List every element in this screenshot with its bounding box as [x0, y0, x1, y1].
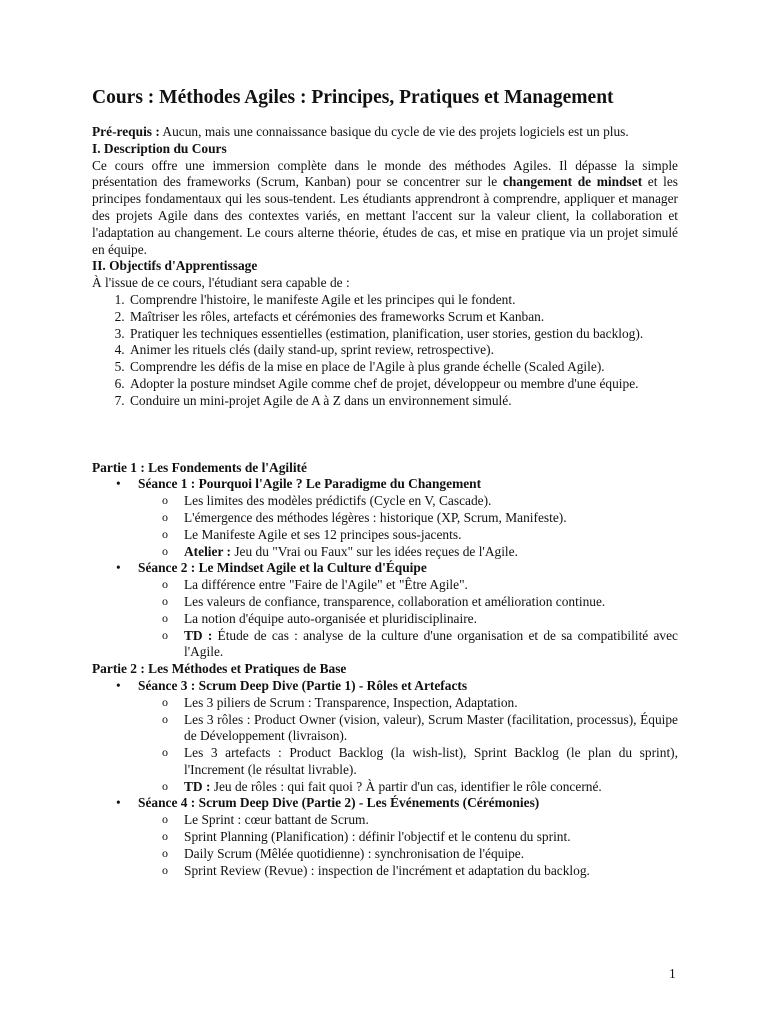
part-2-title: Partie 2 : Les Méthodes et Pratiques de Base — [92, 661, 347, 677]
description-heading: I. Description du Cours — [92, 140, 227, 156]
topic-item: o Daily Scrum (Mêlée quotidienne) : synchronisation de l'équipe. — [184, 846, 678, 863]
prerequisites-label: Pré-requis : — [92, 124, 160, 139]
objective-item: 5. Comprendre les défis de la mise en place de l'Agile à plus grande échelle (Scaled Agile). — [128, 359, 678, 376]
topic-text: Jeu de rôles : qui fait quoi ? À partir d'un cas, identifier le rôle concerné. — [210, 778, 602, 794]
prerequisites-paragraph — [92, 124, 678, 141]
topic-label: TD : — [184, 627, 213, 643]
topic-item — [184, 544, 678, 561]
topic-item: o Sprint Review (Revue) : inspection de l'incrément et adaptation du backlog. — [184, 863, 678, 880]
description-paragraph — [92, 158, 678, 259]
objectives-intro: À l'issue de ce cours, l'étudiant sera capable de : — [92, 275, 350, 291]
session-item — [138, 560, 678, 661]
session-3-title: • Séance 3 : Scrum Deep Dive (Partie 1) - Rôles et Artefacts — [138, 677, 468, 693]
topic-label: TD : — [184, 778, 211, 794]
topic-item: o La notion d'équipe auto-organisée et pluridisciplinaire. — [184, 611, 678, 628]
topic-item: o Les valeurs de confiance, transparence, collaboration et amélioration continue. — [184, 594, 678, 611]
description-text-after: et les principes fondamentaux qui les sous-tendent. Les étudiants apprendront à comprendre, appliquer et manager des projets Agile dans des contextes variés, en mettant l'accent sur la valeur client, la collaboration et l'adaptation au changement. Le cours alterne théorie, études de cas, et mise en pratique via un projet simulé en équipe. — [92, 174, 679, 257]
topic-item: o Les 3 piliers de Scrum : Transparence, Inspection, Adaptation. — [184, 695, 678, 712]
topic-text: Étude de cas : analyse de la culture d'une organisation et de sa compatibilité avec l'Agile. — [184, 627, 678, 660]
session-item — [138, 678, 678, 796]
topic-item: o Les limites des modèles prédictifs (Cycle en V, Cascade). — [184, 493, 678, 510]
session-4-topics — [138, 812, 678, 879]
topic-item — [184, 628, 678, 662]
session-3-topics — [138, 695, 678, 796]
topic-item: o Sprint Planning (Planification) : définir l'objectif et le contenu du sprint. — [184, 829, 678, 846]
topic-item — [184, 779, 678, 796]
session-4-title: • Séance 4 : Scrum Deep Dive (Partie 2) - Les Événements (Cérémonies) — [138, 795, 540, 811]
description-bold-text: changement de mindset — [502, 174, 643, 190]
objective-item: 2. Maîtriser les rôles, artefacts et cérémonies des frameworks Scrum et Kanban. — [128, 309, 678, 326]
part-1-title: Partie 1 : Les Fondements de l'Agilité — [92, 459, 307, 475]
section-spacer — [92, 410, 678, 460]
objectives-list — [92, 292, 678, 410]
topic-item: o Les 3 rôles : Product Owner (vision, valeur), Scrum Master (facilitation, processus), Équipe de Développement (livraison). — [184, 712, 678, 746]
prerequisites-text: Aucun, mais une connaissance basique du cycle de vie des projets logiciels est un plus. — [159, 124, 629, 139]
session-item — [138, 476, 678, 560]
objective-item: 7. Conduire un mini-projet Agile de A à Z dans un environnement simulé. — [128, 393, 678, 410]
objective-item: 3. Pratiquer les techniques essentielles (estimation, planification, user stories, gestion du backlog). — [128, 326, 678, 343]
topic-text: Jeu du "Vrai ou Faux" sur les idées reçues de l'Agile. — [230, 543, 518, 559]
objective-item: 4. Animer les rituels clés (daily stand-up, sprint review, retrospective). — [128, 342, 678, 359]
topic-item: o Le Manifeste Agile et ses 12 principes sous-jacents. — [184, 527, 678, 544]
document-page — [92, 86, 678, 879]
session-item — [138, 795, 678, 879]
objective-item: 1. Comprendre l'histoire, le manifeste Agile et les principes qui le fondent. — [128, 292, 678, 309]
session-1-topics — [138, 493, 678, 560]
session-1-title: • Séance 1 : Pourquoi l'Agile ? Le Paradigme du Changement — [138, 476, 482, 492]
objectives-heading: II. Objectifs d'Apprentissage — [92, 258, 258, 274]
objective-item: 6. Adopter la posture mindset Agile comme chef de projet, développeur ou membre d'une équipe. — [128, 376, 678, 393]
topic-item: o Le Sprint : cœur battant de Scrum. — [184, 812, 678, 829]
document-title: Cours : Méthodes Agiles : Principes, Pratiques et Management — [92, 87, 614, 108]
session-2-topics — [138, 577, 678, 661]
topic-item: o La différence entre "Faire de l'Agile" et "Être Agile". — [184, 577, 678, 594]
topic-item: o Les 3 artefacts : Product Backlog (la wish-list), Sprint Backlog (le plan du sprint), l'Increment (le résultat livrable). — [184, 745, 678, 779]
part-1-sessions — [92, 476, 678, 661]
description-text-before: Ce cours offre une immersion complète dans le monde des méthodes Agiles. Il dépasse la simple présentation des frameworks (Scrum, Kanban) pour se concentrer sur le — [92, 157, 678, 190]
topic-item: o L'émergence des méthodes légères : historique (XP, Scrum, Manifeste). — [184, 510, 678, 527]
part-2-sessions — [92, 678, 678, 880]
session-2-title: • Séance 2 : Le Mindset Agile et la Culture d'Équipe — [138, 560, 427, 576]
topic-label: Atelier : — [184, 543, 231, 559]
page-number: 1 — [669, 966, 676, 981]
